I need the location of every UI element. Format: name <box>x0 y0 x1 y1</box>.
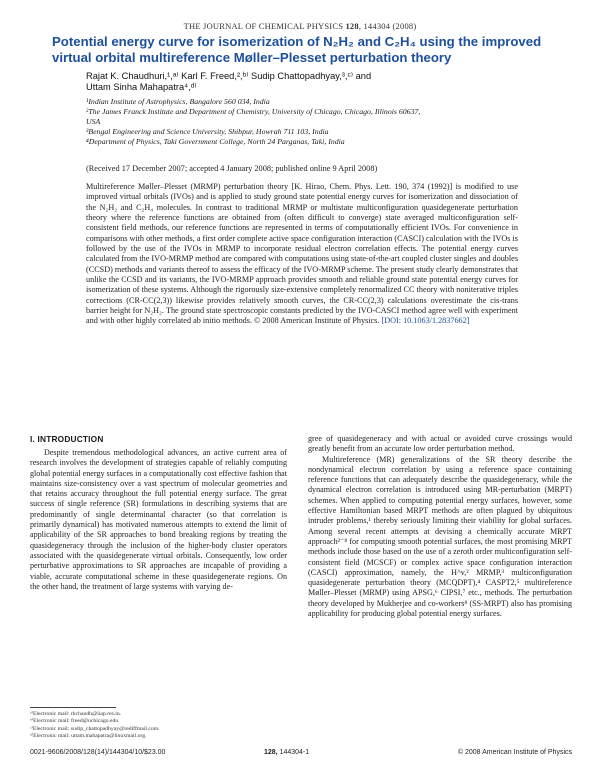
intro-paragraph-1: Despite tremendous methodological advances, an active current area of research involves the development of strategies capable of reliably computing global potential energy surfaces in a computationally cost effective fashion that maintains size-consistency over a vast spectrum of molecular geometries and that retains accuracy throughout the full potential energy surface. The great success of single reference (SR) formulations in describing systems that are predominantly of single determinantal character (so that correlation is primarily dynamical) has motivated numerous attempts to extend the limit of applicability of the SR approaches to bond breaking regions by treating the quasidegeneracy through the inclusion of the higher-body cluster operators associated with the quasidegenerate virtual orbitals. Consequently, low order perturbative approximations to SR approaches are incapable of providing a viable, accurate computational scheme in these quasidegenerate regions. On the other hand, the treatment of large systems with varying de- <box>30 448 287 591</box>
paper-title: Potential energy curve for isomerization of N₂H₂ and C₂H₄ using the improved virtual orbital multireference Møller–Plesset perturbation theory <box>52 34 542 65</box>
intro-paragraph-1-continued: gree of quasidegeneracy and with actual or avoided curve crossings would greatly benefit from an accurate low order perturbation method. <box>308 434 572 454</box>
received-dates: (Received 17 December 2007; accepted 4 January 2008; published online 9 April 2008) <box>86 164 378 173</box>
doi-link[interactable]: [DOI: 10.1063/1.2837662] <box>381 316 470 326</box>
affiliation-2-country: USA <box>86 117 101 126</box>
footnotes <box>30 711 290 740</box>
footer-page-number: 144304-1 <box>279 749 310 756</box>
affiliation-2: ²The James Franck Institute and Department of Chemistry, University of Chicago, Chicago, Illinois 60637, <box>86 107 421 116</box>
journal-header: THE JOURNAL OF CHEMICAL PHYSICS 128, 144304 (2008) <box>183 21 417 31</box>
affiliation-4: ⁴Department of Physics, Taki Government College, North 24 Parganas, Taki, India <box>86 137 345 146</box>
footer-volume: 128, <box>264 749 278 756</box>
left-column <box>30 448 287 592</box>
intro-paragraph-2: Multireference (MR) generalizations of the SR theory describe the nondynamical electron correlation by using a reference space containing reference functions that can adequately describe the quasidegeneracy, while the dynamical electron correlation is introduced using MR-perturbation (MRPT) schemes. When applied to computing potential energy surfaces, however, some effective Hamiltonian based MRPT methods are often plagued by ubiquitous intruder problems,¹ thereby seriously limiting their viability for global surfaces. Among several recent attempts at devising a chemically accurate MRPT approach²⁻⁸ for computing smooth potential surfaces, the most promising MRPT methods include those based on the use of a zeroth order multiconfiguration self-consistent field (MCSCF) or complex active space configuration interaction (CASCI) approximation, namely, the H^v,² MRMP,³ multiconfiguration quasidegenerate perturbation theory (MCQDPT),⁴ CASPT2,⁵ multireference Møller–Plesset (MRMP) using APSG,⁶ CIPSI,⁷ etc., methods. The perturbation theory developed by Mukherjee and co-workers⁸ (SS-MRPT) also has promising applicability for producing global potential energy surfaces. <box>308 454 572 619</box>
author-list <box>86 71 516 93</box>
footer-issn: 0021-9606/2008/128(14)/144304/10/$23.00 <box>30 749 166 756</box>
footer-page <box>264 749 309 756</box>
section-heading: I. INTRODUCTION <box>30 434 104 444</box>
footer-copyright: © 2008 American Institute of Physics <box>457 749 572 756</box>
journal-volume: 128 <box>345 21 359 31</box>
footnote-a: ᵃ⁾Electronic mail: rkchaudh@iiap.res.in. <box>30 711 122 717</box>
affiliations <box>86 97 546 147</box>
abstract-text: Multireference Møller–Plesset (MRMP) perturbation theory [K. Hirao, Chem. Phys. Lett. 190, 374 (1992)] is modified to use improved virtual orbitals (IVOs) and is applied to study ground state potential energy curves for isomerization and dissociation of the N₂H₂ and C₂H₄ molecules. In contrast to traditional MRMP or multistate multiconfiguration quasidegenerate perturbation theory where the reference functions are obtained from (often difficult to converge) state averaged multiconfiguration self-consistent field methods, our reference functions are represented in terms of computationally efficient IVOs. For convenience in comparisons with other methods, a first order complete active space configuration interaction (CASCI) calculation with the IVOs is followed by the use of the IVOs in MRMP to incorporate residual electron correlation effects. The potential energy curves calculated from the IVO-MRMP method are compared with computations using state-of-the-art coupled cluster singles and doubles (CCSD) methods and variants thereof to assess the efficacy of the IVO-MRMP scheme. The present study clearly demonstrates that unlike the CCSD and its variants, the IVO-MRMP approach provides smooth and reliable ground state potential energy curves for isomerization of these systems. Although the rigorously size-extensive completely renormalized CC theory with noniterative triples corrections (CR-CC(2,3)) likewise provides relatively smooth curves, the CR-CC(2,3) calculations overestimate the cis-trans barrier height for N₂H₂. The ground state spectroscopic constants predicted by the IVO-CASCI method agree well with experiment and with other highly correlated ab initio methods. © 2008 American Institute of Physics. <box>86 182 518 326</box>
author-line-2: Uttam Sinha Mahapatra⁴,ᵈ⁾ <box>86 82 197 92</box>
author-line-1: Rajat K. Chaudhuri,¹,ᵃ⁾ Karl F. Freed,²,ᵇ⁾ Sudip Chattopadhyay,³,ᶜ⁾ and <box>86 71 372 81</box>
journal-name: THE JOURNAL OF CHEMICAL PHYSICS <box>183 21 344 31</box>
footnote-c: ᶜ⁾Electronic mail: sudip_chattopadhyay@rediffmail.com. <box>30 725 160 732</box>
abstract <box>86 182 518 327</box>
affiliation-3: ³Bengal Engineering and Science University, Shibpur, Howrah 711 103, India <box>86 127 329 136</box>
journal-pages: 144304 (2008) <box>363 21 417 31</box>
footnote-b: ᵇ⁾Electronic mail: freed@uchicago.edu. <box>30 718 120 725</box>
footnote-divider <box>30 707 116 708</box>
affiliation-1: ¹Indian Institute of Astrophysics, Bangalore 560 034, India <box>86 97 270 106</box>
right-column <box>308 434 572 619</box>
footnote-d: ᵈ⁾Electronic mail: uttam.mahapatra@linuxmail.org. <box>30 732 147 739</box>
